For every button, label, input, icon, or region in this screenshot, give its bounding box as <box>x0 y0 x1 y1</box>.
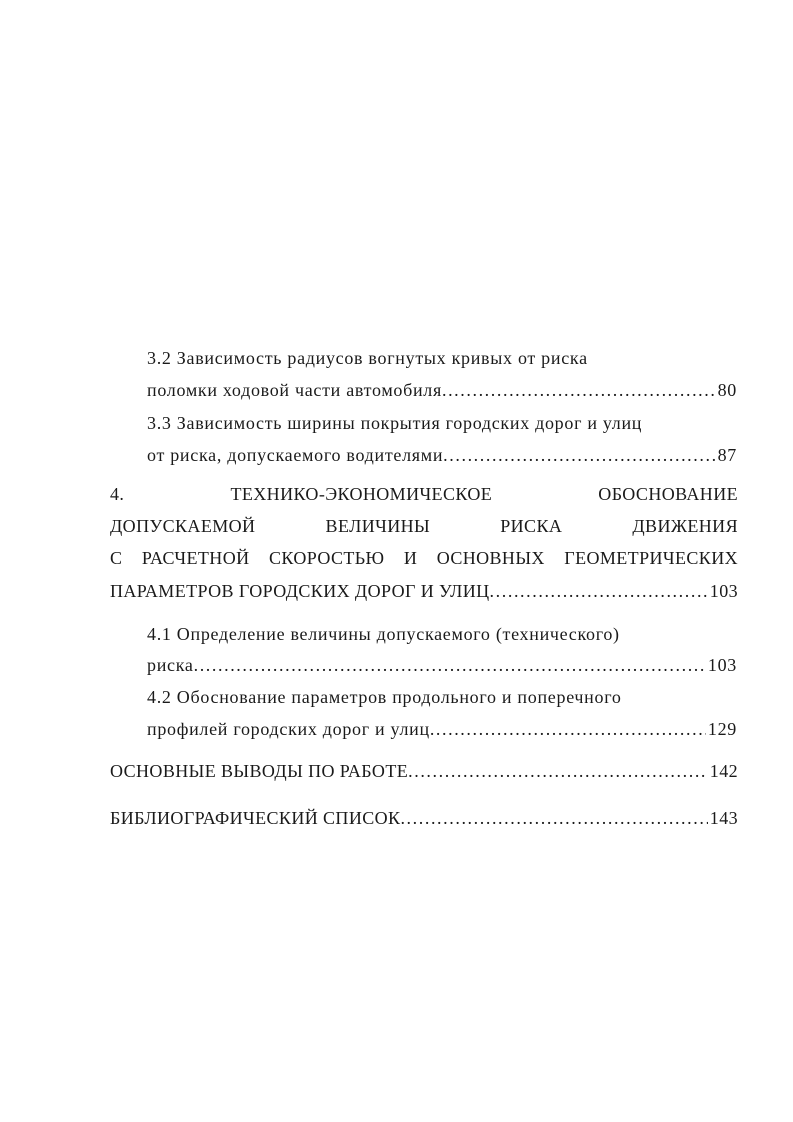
chapter-title-word: ТЕХНИКО-ЭКОНОМИЧЕСКОЕ <box>230 484 493 504</box>
chapter-title-word: РИСКА <box>500 516 563 536</box>
page-number: 143 <box>709 808 738 828</box>
toc-entry-leader-line <box>147 654 737 676</box>
toc-entry-leader-line <box>147 718 737 740</box>
toc-entry-title: 4.2 Обоснование параметров продольного и поперечного <box>147 687 622 707</box>
toc-entry-title-cont: от риска, допускаемого водителями <box>147 445 444 465</box>
chapter-title-line-4: ПАРАМЕТРОВ ГОРОДСКИХ ДОРОГ И УЛИЦ <box>110 581 490 601</box>
toc-entry-title: 3.3 Зависимость ширины покрытия городских дорог и улиц <box>147 413 643 433</box>
toc-entry-title: БИБЛИОГРАФИЧЕСКИЙ СПИСОК <box>110 808 401 828</box>
page-number: 103 <box>709 581 738 601</box>
dot-leader <box>408 760 708 782</box>
toc-entry-leader-line <box>147 379 737 401</box>
toc-entry-title: ОСНОВНЫЕ ВЫВОДЫ ПО РАБОТЕ <box>110 761 409 781</box>
page-number: 87 <box>717 445 737 465</box>
chapter-title-line-2 <box>110 515 738 537</box>
page-number: 80 <box>717 380 737 400</box>
toc-entry-title: 4.1 Определение величины допускаемого (технического) <box>147 624 620 644</box>
dot-leader <box>400 807 707 829</box>
chapter-number: 4. <box>110 484 125 504</box>
chapter-title-word: ОБОСНОВАНИЕ <box>598 484 738 504</box>
toc-conclusions <box>110 760 738 782</box>
toc-bibliography <box>110 807 738 829</box>
toc-entry-title-cont: поломки ходовой части автомобиля <box>147 380 442 400</box>
chapter-title-word: ДОПУСКАЕМОЙ <box>110 516 256 536</box>
dot-leader <box>194 654 706 676</box>
toc-entry-title: 3.2 Зависимость радиусов вогнутых кривых от риска <box>147 348 588 368</box>
chapter-title-line-3: С РАСЧЕТНОЙ СКОРОСТЬЮ И ОСНОВНЫХ ГЕОМЕТРИЧЕСКИХ <box>110 548 738 568</box>
toc-entry-title-cont: риска <box>147 655 194 675</box>
page-number: 142 <box>709 761 738 781</box>
dot-leader <box>490 580 708 602</box>
dot-leader <box>443 444 715 466</box>
toc-entry-leader-line <box>147 444 737 466</box>
chapter-title-line-1 <box>110 483 738 505</box>
chapter-title-word: ДВИЖЕНИЯ <box>632 516 738 536</box>
toc-entry-title-cont: профилей городских дорог и улиц <box>147 719 430 739</box>
dot-leader <box>430 718 706 740</box>
page-number: 129 <box>707 719 737 739</box>
toc-entry-leader-line <box>110 580 738 602</box>
page-number: 103 <box>707 655 737 675</box>
chapter-title-word: ВЕЛИЧИНЫ <box>325 516 431 536</box>
dot-leader <box>442 379 716 401</box>
